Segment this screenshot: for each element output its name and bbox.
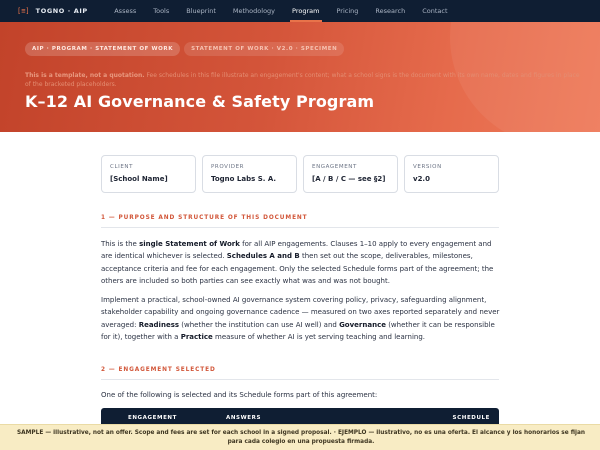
section-1-paragraph-2	[101, 294, 501, 344]
p2-text-g: measure of whether AI is yet serving teaching and learning.	[212, 333, 425, 342]
brand-name: TOGNO · AIP	[35, 7, 88, 15]
p2-bold-governance: Governance	[339, 320, 386, 329]
p2-bold-practice: Practice	[180, 333, 213, 342]
client-label: CLIENT	[110, 164, 134, 170]
nav-link-blueprint[interactable]: Blueprint	[186, 7, 216, 15]
section-1-divider	[101, 227, 499, 228]
engagement-label: ENGAGEMENT	[312, 164, 357, 170]
p1-text-e: then set out the scope, deliverables, milestones, acceptance criteria and fee for each engagement. Only the selected Schedule forms part of the agreement; the others are included so both parties can see exactly what was and was not bought.	[101, 252, 494, 286]
nav-link-tools[interactable]: Tools	[153, 7, 170, 15]
p1-bold-sow: single Statement of Work	[139, 240, 240, 248]
client-card	[101, 155, 196, 193]
p1-bold-schedules: Schedules A and B	[226, 252, 300, 261]
section-1-heading: 1 — PURPOSE AND STRUCTURE OF THIS DOCUMENT	[101, 215, 308, 221]
version-badge: STATEMENT OF WORK · V2.0 · SPECIMEN	[184, 42, 344, 56]
section-2-intro: One of the following is selected and its Schedule forms part of this agreement:	[101, 391, 378, 399]
nav-link-contact[interactable]: Contact	[422, 7, 448, 15]
version-card	[404, 155, 499, 193]
top-nav	[0, 0, 600, 22]
template-notice-body: Fee schedules in this file illustrate an engagement's content; what a school signs is the document with its own name, dates and figures in place of the bracketed placeholders.	[25, 72, 580, 88]
section-1-paragraph-1	[101, 238, 501, 288]
template-notice-lead: This is a template, not a quotation.	[25, 72, 145, 79]
section-2-heading: 2 — ENGAGEMENT SELECTED	[101, 367, 216, 373]
section-2-divider	[101, 379, 499, 380]
version-label: VERSION	[413, 164, 442, 170]
nav-link-program[interactable]: Program	[284, 0, 328, 22]
p2-text-e: (whether it can be responsible for it), together with a	[101, 320, 495, 342]
provider-card	[202, 155, 297, 193]
column-engagement: ENGAGEMENT	[128, 415, 177, 421]
p2-text-c: (whether the institution can use AI well) and	[179, 320, 340, 329]
page-title: K–12 AI Governance & Safety Program	[25, 92, 375, 111]
p1-text-c: for all AIP engagements. Clauses 1–10 apply to every engagement and are identical whichever is selected.	[101, 240, 492, 261]
hero-banner	[0, 22, 600, 132]
p1-text-a: This is the	[101, 240, 140, 248]
provider-value: Togno Labs S. A.	[211, 175, 277, 183]
p2-bold-readiness: Readiness	[138, 320, 180, 329]
breadcrumb	[25, 42, 344, 56]
breadcrumb-pill[interactable]: AIP · PROGRAM · STATEMENT OF WORK	[25, 42, 180, 56]
engagement-card	[303, 155, 398, 193]
nav-link-pricing[interactable]: Pricing	[336, 7, 359, 15]
brand-logo-icon: [≡]	[17, 7, 30, 15]
sample-disclaimer-banner: SAMPLE — illustrative, not an offer. Scope and fees are set for each school in a signed proposal. · EJEMPLO — ilustrativo, no es una oferta. El alcance y los honorarios se fijan para cada colegio en una propuesta firmada.	[0, 424, 600, 450]
nav-link-methodology[interactable]: Methodology	[232, 7, 276, 15]
client-value: [School Name]	[110, 175, 168, 183]
provider-label: PROVIDER	[211, 164, 245, 170]
column-schedule: SCHEDULE	[452, 415, 490, 421]
brand[interactable]	[17, 7, 88, 15]
column-answers: ANSWERS	[226, 415, 262, 421]
template-notice	[25, 71, 580, 89]
info-cards	[101, 155, 499, 193]
nav-links	[106, 0, 456, 22]
engagement-value: [A / B / C — see §2]	[312, 175, 386, 183]
p2-text-a: Implement a practical, school-owned AI governance system covering policy, privacy, safeguarding alignment, stakeholder capability and ongoing governance cadence — measured on two axes reported separately and never averaged:	[101, 296, 500, 329]
version-value: v2.0	[413, 175, 430, 183]
nav-link-assess[interactable]: Assess	[114, 7, 137, 15]
nav-link-research[interactable]: Research	[375, 7, 406, 15]
